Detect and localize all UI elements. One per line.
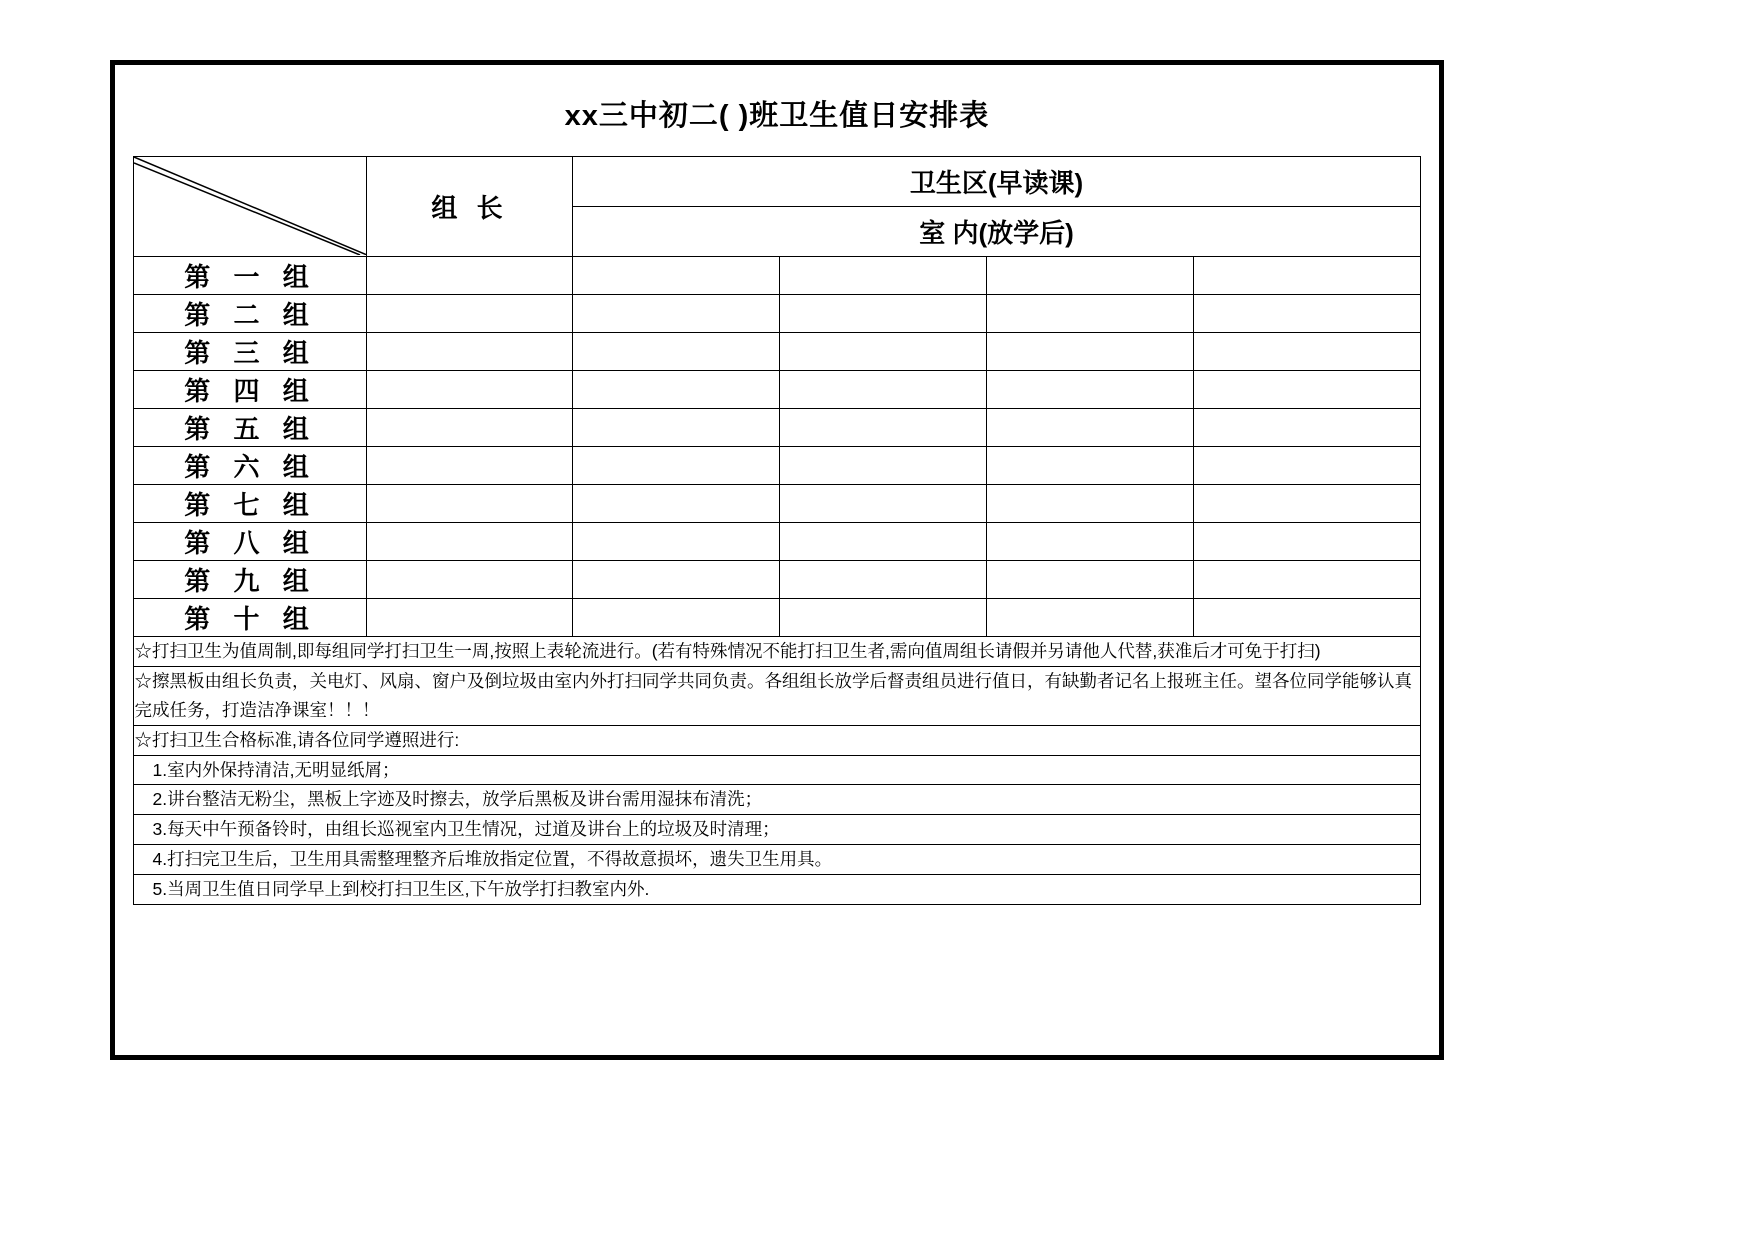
table-row	[134, 599, 1420, 637]
note-row	[134, 666, 1420, 725]
cell-member-2[interactable]	[780, 523, 987, 561]
worksheet-page	[110, 60, 1444, 1060]
cell-member-1[interactable]	[573, 409, 780, 447]
group-label: 第 一 组	[134, 257, 367, 295]
cell-member-1[interactable]	[573, 333, 780, 371]
group-label: 第 六 组	[134, 447, 367, 485]
cell-member-4[interactable]	[1194, 485, 1420, 523]
cell-member-4[interactable]	[1194, 447, 1420, 485]
group-label: 第 四 组	[134, 371, 367, 409]
table-header-row	[134, 157, 1420, 207]
cell-member-4[interactable]	[1194, 371, 1420, 409]
page-title: xx三中初二( )班卫生值日安排表	[564, 100, 990, 132]
group-label: 第 二 组	[134, 295, 367, 333]
note-text: 4.打扫完卫生后，卫生用具需整理整齐后堆放指定位置，不得故意损坏，遗失卫生用具。	[134, 845, 1420, 875]
cell-member-1[interactable]	[573, 257, 780, 295]
group-label: 第 九 组	[134, 561, 367, 599]
group-label: 第 五 组	[134, 409, 367, 447]
cell-leader[interactable]	[367, 485, 573, 523]
cell-leader[interactable]	[367, 561, 573, 599]
note-row	[134, 845, 1420, 875]
cell-leader[interactable]	[367, 257, 573, 295]
note-text: 2.讲台整洁无粉尘，黑板上字迹及时擦去，放学后黑板及讲台需用湿抹布清洗；	[134, 785, 1420, 815]
cell-leader[interactable]	[367, 447, 573, 485]
cell-member-1[interactable]	[573, 447, 780, 485]
cell-member-3[interactable]	[987, 599, 1194, 637]
cell-member-3[interactable]	[987, 485, 1194, 523]
note-row	[134, 815, 1420, 845]
note-row	[134, 785, 1420, 815]
cell-member-3[interactable]	[987, 561, 1194, 599]
note-row	[134, 755, 1420, 785]
table-row	[134, 523, 1420, 561]
cell-member-2[interactable]	[780, 409, 987, 447]
table-row	[134, 333, 1420, 371]
note-text: ☆打扫卫生合格标准,请各位同学遵照进行:	[134, 725, 1420, 755]
cell-member-1[interactable]	[573, 485, 780, 523]
cell-member-4[interactable]	[1194, 599, 1420, 637]
cell-member-2[interactable]	[780, 333, 987, 371]
note-text: 3.每天中午预备铃时，由组长巡视室内卫生情况，过道及讲台上的垃圾及时清理；	[134, 815, 1420, 845]
cell-member-2[interactable]	[780, 295, 987, 333]
table-row	[134, 561, 1420, 599]
cell-member-4[interactable]	[1194, 333, 1420, 371]
cell-member-3[interactable]	[987, 447, 1194, 485]
cell-member-2[interactable]	[780, 561, 987, 599]
table-row	[134, 409, 1420, 447]
note-text: 1.室内外保持清洁,无明显纸屑；	[134, 755, 1420, 785]
header-area-morning: 卫生区(早读课)	[573, 157, 1420, 207]
header-group-leader: 组 长	[367, 157, 573, 257]
note-text: ☆擦黑板由组长负责，关电灯、风扇、窗户及倒垃圾由室内外打扫同学共同负责。各组组长放学后督责组员进行值日，有缺勤者记名上报班主任。望各位同学能够认真完成任务，打造洁净课室！！！	[134, 666, 1420, 725]
note-text: 5.当周卫生值日同学早上到校打扫卫生区,下午放学打扫教室内外.	[134, 875, 1420, 905]
cell-member-4[interactable]	[1194, 409, 1420, 447]
table-row	[134, 257, 1420, 295]
cell-member-4[interactable]	[1194, 257, 1420, 295]
cell-member-1[interactable]	[573, 523, 780, 561]
cell-member-3[interactable]	[987, 333, 1194, 371]
cell-leader[interactable]	[367, 599, 573, 637]
cell-member-2[interactable]	[780, 371, 987, 409]
cell-member-3[interactable]	[987, 295, 1194, 333]
cell-member-3[interactable]	[987, 409, 1194, 447]
table-row	[134, 371, 1420, 409]
table-row	[134, 295, 1420, 333]
cell-leader[interactable]	[367, 409, 573, 447]
cell-member-3[interactable]	[987, 523, 1194, 561]
cell-member-3[interactable]	[987, 257, 1194, 295]
cell-leader[interactable]	[367, 295, 573, 333]
duty-schedule-table	[133, 156, 1420, 905]
group-label: 第 三 组	[134, 333, 367, 371]
cell-member-4[interactable]	[1194, 523, 1420, 561]
cell-member-2[interactable]	[780, 599, 987, 637]
cell-member-4[interactable]	[1194, 561, 1420, 599]
group-label: 第 七 组	[134, 485, 367, 523]
group-label: 第 八 组	[134, 523, 367, 561]
cell-member-2[interactable]	[780, 447, 987, 485]
cell-member-3[interactable]	[987, 371, 1194, 409]
cell-member-1[interactable]	[573, 599, 780, 637]
cell-leader[interactable]	[367, 371, 573, 409]
table-row	[134, 485, 1420, 523]
cell-leader[interactable]	[367, 333, 573, 371]
table-row	[134, 447, 1420, 485]
corner-diagonal-cell	[134, 157, 367, 257]
cell-member-1[interactable]	[573, 561, 780, 599]
cell-member-1[interactable]	[573, 295, 780, 333]
header-area-indoor: 室 内(放学后)	[573, 207, 1420, 257]
note-text: ☆打扫卫生为值周制,即每组同学打扫卫生一周,按照上表轮流进行。(若有特殊情况不能打扫卫生者,需向值周组长请假并另请他人代替,获准后才可免于打扫)	[134, 637, 1420, 667]
cell-member-4[interactable]	[1194, 295, 1420, 333]
note-row	[134, 637, 1420, 667]
cell-member-2[interactable]	[780, 257, 987, 295]
cell-leader[interactable]	[367, 523, 573, 561]
cell-member-2[interactable]	[780, 485, 987, 523]
cell-member-1[interactable]	[573, 371, 780, 409]
diagonal-line-icon	[134, 157, 367, 255]
note-row	[134, 875, 1420, 905]
group-label: 第 十 组	[134, 599, 367, 637]
note-row	[134, 725, 1420, 755]
